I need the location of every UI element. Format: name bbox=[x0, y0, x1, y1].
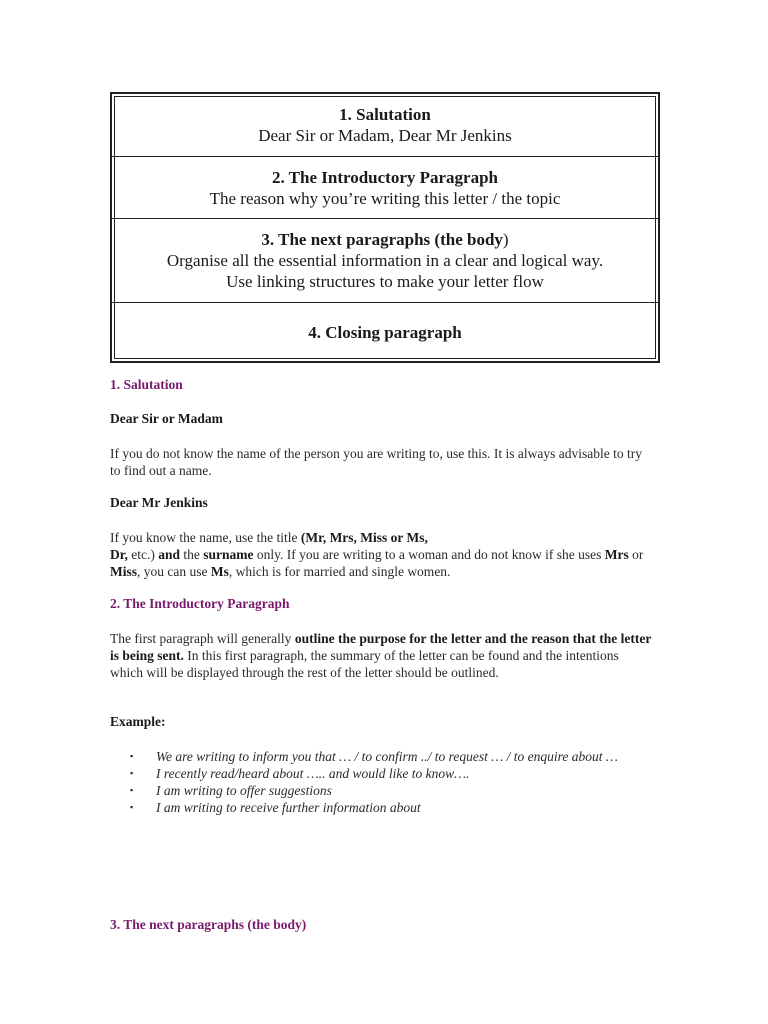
paragraph-salutation-1: If you do not know the name of the person you are writing to, use this. It is always advisable to try to find out a name. bbox=[110, 446, 643, 478]
paragraph-introductory bbox=[110, 630, 655, 681]
outline-heading-main: 3. The next paragraphs bbox=[261, 230, 431, 249]
text-run: the bbox=[180, 547, 204, 562]
text-run: etc.) bbox=[127, 547, 159, 562]
subheading-dear-mr: Dear Mr Jenkins bbox=[110, 495, 208, 510]
outline-heading-suffix: (the body bbox=[430, 230, 503, 249]
outline-heading: 4. Closing paragraph bbox=[308, 322, 462, 342]
section-heading-salutation: 1. Salutation bbox=[110, 377, 183, 392]
text-run: The first paragraph will generally bbox=[110, 631, 295, 646]
bullet-icon: ▪ bbox=[130, 785, 134, 795]
letter-structure-table bbox=[110, 92, 660, 363]
text-run: In this first paragraph, the summary of the letter can be found and the intentions which will be displayed through the rest of the letter should be outlined. bbox=[110, 648, 619, 680]
text-run: , which is for married and single women. bbox=[228, 564, 451, 579]
bold-run: Ms bbox=[210, 564, 229, 579]
outline-detail-2: Use linking structures to make your letter flow bbox=[226, 272, 544, 291]
text-run: or bbox=[628, 547, 644, 562]
bullet-icon: ▪ bbox=[130, 802, 134, 812]
list-item bbox=[130, 748, 650, 765]
outline-row-salutation bbox=[112, 94, 658, 157]
text-run: only. If you are writing to a woman and do not know if she uses bbox=[253, 547, 605, 562]
bold-run: (Mr, Mrs, Miss or Ms, bbox=[300, 530, 428, 545]
list-item-text: I recently read/heard about ….. and would like to know…. bbox=[156, 766, 470, 781]
text-run: , you can use bbox=[137, 564, 211, 579]
bold-run: Miss bbox=[110, 564, 137, 579]
outline-row-body bbox=[112, 219, 658, 303]
example-list bbox=[130, 748, 650, 816]
bullet-icon: ▪ bbox=[130, 751, 134, 761]
outline-detail: The reason why you’re writing this letter / the topic bbox=[209, 188, 561, 208]
list-item-text: We are writing to inform you that … / to confirm ../ to request … / to enquire about … bbox=[156, 749, 618, 764]
list-item bbox=[130, 765, 650, 782]
section-heading-introductory: 2. The Introductory Paragraph bbox=[110, 596, 290, 611]
example-label: Example: bbox=[110, 714, 166, 729]
list-item bbox=[130, 782, 650, 799]
outline-heading: 1. Salutation bbox=[339, 105, 431, 124]
bold-run: Dr, bbox=[110, 547, 128, 562]
bold-run: and bbox=[158, 547, 181, 562]
outline-row-introductory bbox=[112, 157, 658, 219]
outline-heading-close: ) bbox=[502, 230, 509, 249]
outline-detail: Dear Sir or Madam, Dear Mr Jenkins bbox=[258, 126, 512, 145]
subheading-dear-sir: Dear Sir or Madam bbox=[110, 411, 223, 426]
bold-run: Mrs bbox=[604, 547, 629, 562]
bold-run: surname bbox=[203, 547, 254, 562]
list-item-text: I am writing to offer suggestions bbox=[156, 783, 332, 798]
outline-heading: 2. The Introductory Paragraph bbox=[271, 167, 499, 187]
bold-run: outline the purpose for the letter and the reason that the letter is being sent. bbox=[110, 631, 652, 663]
outline-heading bbox=[112, 229, 658, 250]
text-run: If you know the name, use the title bbox=[110, 530, 301, 545]
bullet-icon: ▪ bbox=[130, 768, 134, 778]
section-heading-body: 3. The next paragraphs (the body) bbox=[110, 917, 307, 932]
list-item bbox=[130, 799, 650, 816]
list-item-text: I am writing to receive further information about bbox=[156, 800, 421, 815]
paragraph-salutation-2 bbox=[110, 529, 655, 580]
outline-detail: Organise all the essential information in a clear and logical way. bbox=[166, 251, 604, 270]
outline-row-closing bbox=[112, 303, 658, 361]
